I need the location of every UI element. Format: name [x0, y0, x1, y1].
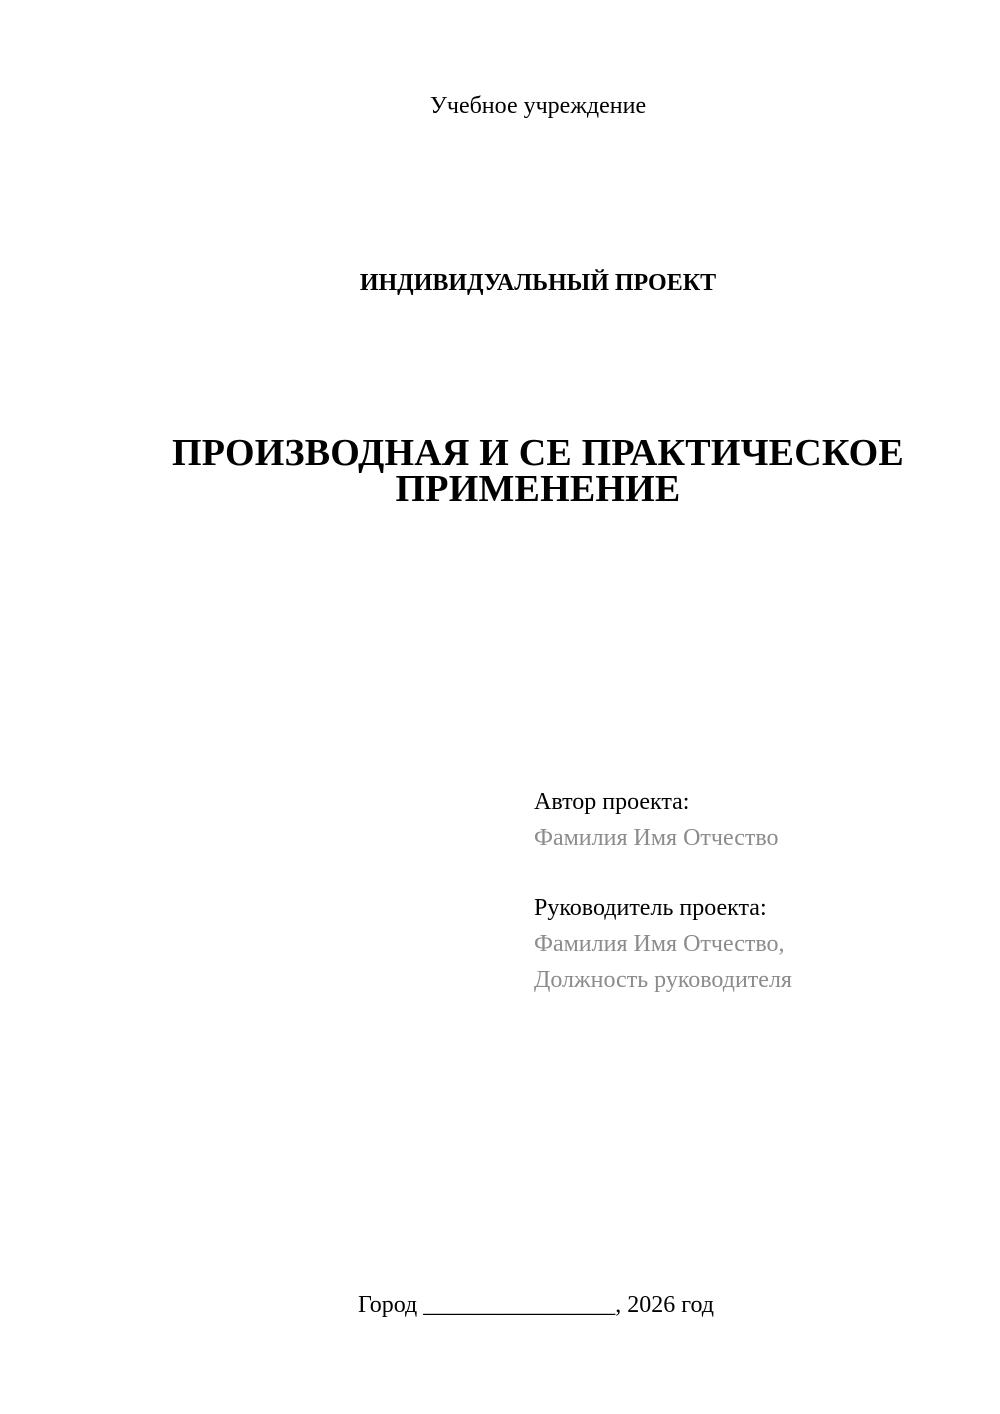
project-title-line-1: ПРОИЗВОДНАЯ И СЕ ПРАКТИЧЕСКОЕ [172, 432, 904, 474]
project-meta-block [534, 784, 954, 998]
project-title [38, 432, 1000, 510]
author-label: Автор проекта: [534, 789, 690, 815]
supervisor-position: Должность руководителя [534, 967, 792, 993]
institution-name: Учебное учреждение [429, 93, 647, 119]
supervisor-name: Фамилия Имя Отчество, [534, 931, 785, 957]
author-name: Фамилия Имя Отчество [534, 825, 779, 851]
footer [0, 1290, 1000, 1320]
project-kind-heading: ИНДИВИДУАЛЬНЫЙ ПРОЕКТ [359, 270, 717, 296]
supervisor-label: Руководитель проекта: [534, 895, 767, 921]
city-year-line: Город ________________, 2026 год [357, 1292, 715, 1318]
project-title-line-2: ПРИМЕНЕНИЕ [395, 468, 681, 510]
meta-spacer [534, 856, 954, 890]
